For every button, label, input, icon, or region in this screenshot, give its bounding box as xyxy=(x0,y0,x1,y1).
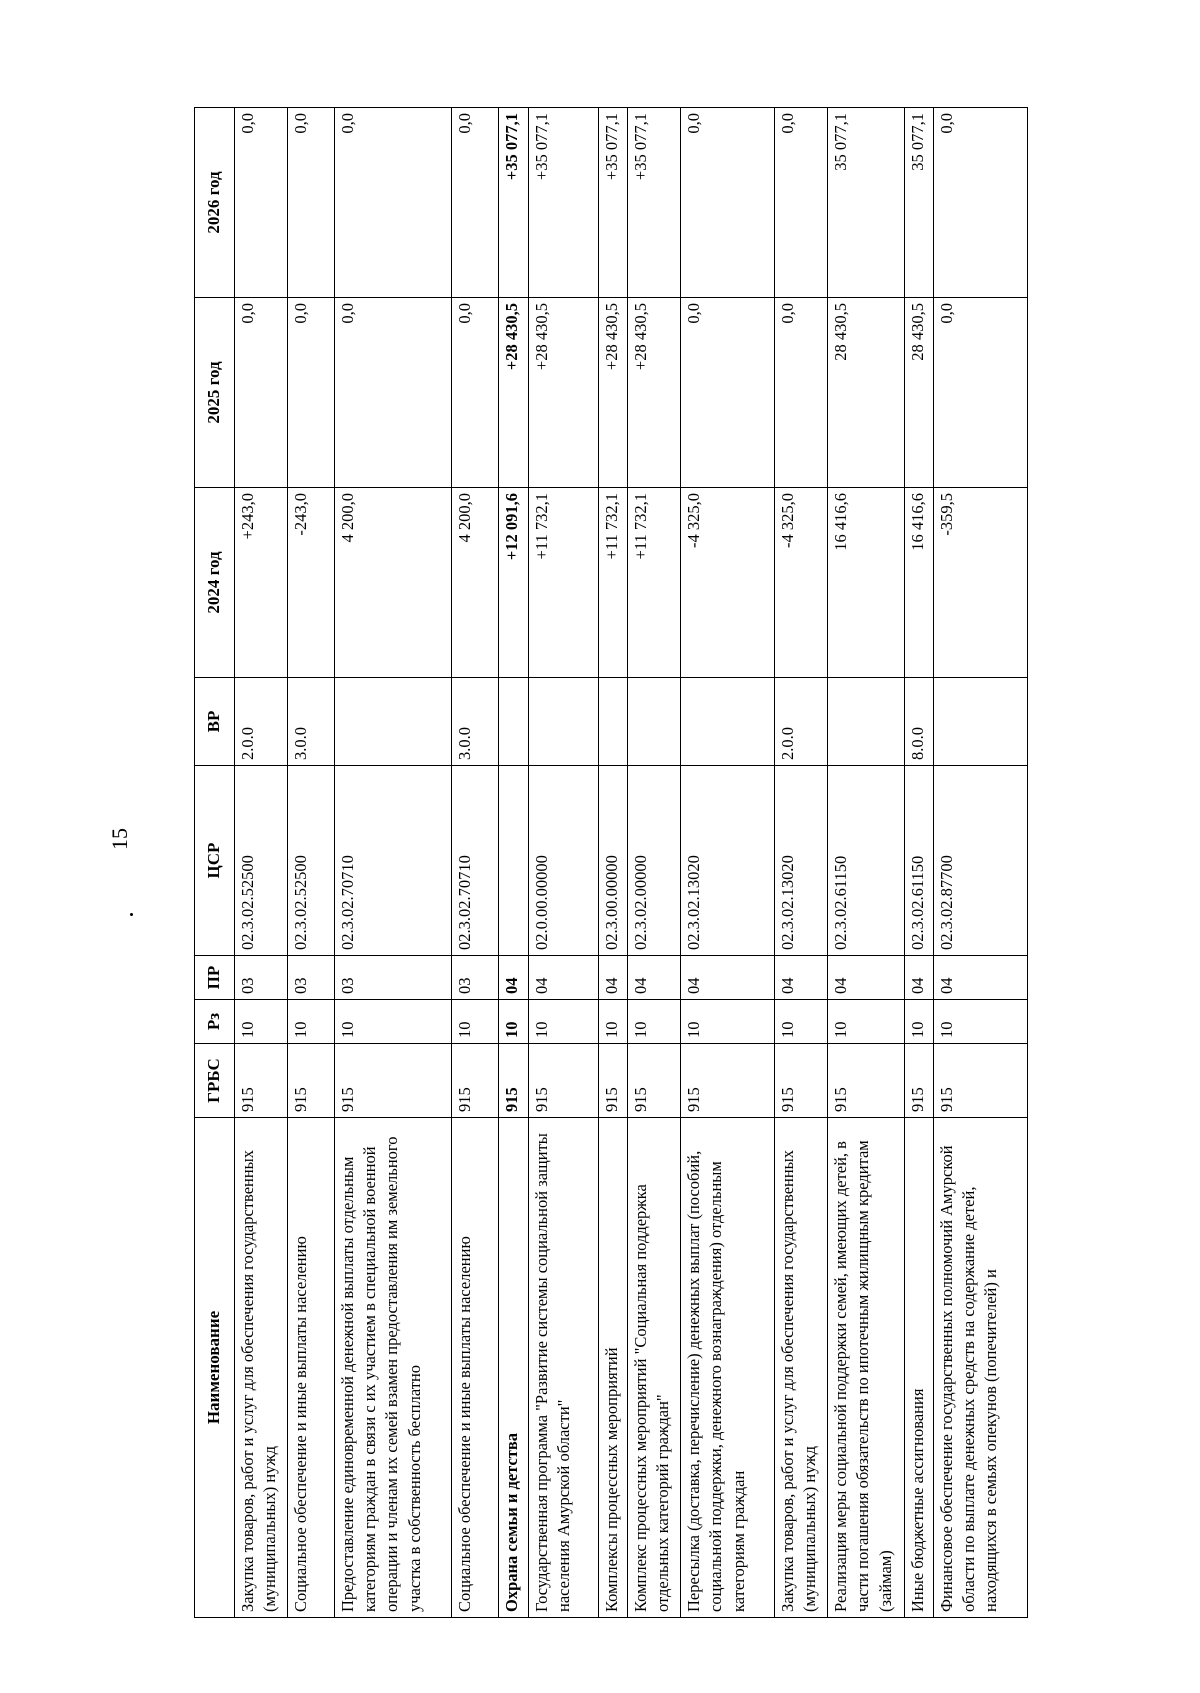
cell-name: Социальное обеспечение и иные выплаты населению xyxy=(452,1118,499,1618)
cell-2024: 16 416,6 xyxy=(828,488,905,678)
cell-csr: 02.3.02.52500 xyxy=(235,766,288,956)
table-row xyxy=(528,108,599,1618)
cell-rz: 10 xyxy=(775,1000,828,1044)
cell-2024: 4 200,0 xyxy=(452,488,499,678)
cell-2025: 0,0 xyxy=(452,298,499,488)
cell-name: Государственная программа "Развитие системы социальной защиты населения Амурской области" xyxy=(528,1118,599,1618)
cell-vr: 3.0.0 xyxy=(452,678,499,766)
cell-pr: 04 xyxy=(681,956,775,1000)
cell-pr: 04 xyxy=(499,956,528,1000)
cell-2026: 0,0 xyxy=(452,108,499,298)
cell-2026: 0,0 xyxy=(681,108,775,298)
stray-dot xyxy=(130,913,133,916)
cell-name: Предоставление единовременной денежной выплаты отдельным категориям граждан в связи с их участием в специальной военной операции и членам их семей взамен предоставления им земельного участка в собственность бесплатно xyxy=(334,1118,452,1618)
page-number: 15 xyxy=(107,828,132,850)
budget-table xyxy=(194,107,1028,1618)
cell-vr: 3.0.0 xyxy=(287,678,334,766)
cell-csr: 02.3.02.70710 xyxy=(334,766,452,956)
cell-2025: +28 430,5 xyxy=(499,298,528,488)
table-row xyxy=(933,108,1027,1618)
cell-csr: 02.3.00.00000 xyxy=(599,766,628,956)
table-row xyxy=(499,108,528,1618)
table-row xyxy=(681,108,775,1618)
cell-2026: +35 077,1 xyxy=(499,108,528,298)
cell-2024: 16 416,6 xyxy=(904,488,933,678)
cell-2025: 28 430,5 xyxy=(828,298,905,488)
cell-2024: 4 200,0 xyxy=(334,488,452,678)
table-row xyxy=(599,108,628,1618)
cell-vr xyxy=(334,678,452,766)
cell-pr: 04 xyxy=(528,956,599,1000)
cell-2026: 0,0 xyxy=(334,108,452,298)
cell-grbs: 915 xyxy=(933,1044,1027,1118)
cell-grbs: 915 xyxy=(235,1044,288,1118)
cell-pr: 03 xyxy=(235,956,288,1000)
cell-rz: 10 xyxy=(628,1000,681,1044)
cell-2025: 0,0 xyxy=(287,298,334,488)
cell-2026: 0,0 xyxy=(933,108,1027,298)
cell-vr xyxy=(628,678,681,766)
cell-grbs: 915 xyxy=(528,1044,599,1118)
cell-2025: 0,0 xyxy=(681,298,775,488)
cell-pr: 04 xyxy=(628,956,681,1000)
cell-grbs: 915 xyxy=(499,1044,528,1118)
cell-vr xyxy=(933,678,1027,766)
cell-2024: +11 732,1 xyxy=(628,488,681,678)
table-row xyxy=(452,108,499,1618)
cell-vr xyxy=(599,678,628,766)
cell-name: Закупка товаров, работ и услуг для обеспечения государственных (муниципальных) нужд xyxy=(775,1118,828,1618)
cell-2024: +243,0 xyxy=(235,488,288,678)
cell-grbs: 915 xyxy=(287,1044,334,1118)
header-2026: 2026 год xyxy=(195,108,235,298)
cell-2026: +35 077,1 xyxy=(628,108,681,298)
cell-2024: +12 091,6 xyxy=(499,488,528,678)
cell-name: Реализация меры социальной поддержки семей, имеющих детей, в части погашения обязательств по ипотечным жилищным кредитам (займам) xyxy=(828,1118,905,1618)
cell-name: Охрана семьи и детства xyxy=(499,1118,528,1618)
cell-2024: -359,5 xyxy=(933,488,1027,678)
rotated-table-wrapper xyxy=(194,108,1028,1618)
cell-rz: 10 xyxy=(235,1000,288,1044)
cell-pr: 03 xyxy=(287,956,334,1000)
cell-vr: 8.0.0 xyxy=(904,678,933,766)
cell-pr: 04 xyxy=(599,956,628,1000)
cell-name: Комплекс процессных мероприятий "Социальная поддержка отдельных категорий граждан" xyxy=(628,1118,681,1618)
cell-csr: 02.0.00.00000 xyxy=(528,766,599,956)
cell-2025: 0,0 xyxy=(334,298,452,488)
cell-rz: 10 xyxy=(528,1000,599,1044)
cell-rz: 10 xyxy=(599,1000,628,1044)
header-name: Наименование xyxy=(195,1118,235,1618)
cell-pr: 03 xyxy=(334,956,452,1000)
header-grbs: ГРБС xyxy=(195,1044,235,1118)
cell-2026: +35 077,1 xyxy=(599,108,628,298)
cell-2025: 0,0 xyxy=(775,298,828,488)
cell-grbs: 915 xyxy=(628,1044,681,1118)
cell-name: Комплексы процессных мероприятий xyxy=(599,1118,628,1618)
cell-pr: 04 xyxy=(775,956,828,1000)
cell-rz: 10 xyxy=(828,1000,905,1044)
cell-2024: +11 732,1 xyxy=(599,488,628,678)
header-vr: ВР xyxy=(195,678,235,766)
table-row xyxy=(334,108,452,1618)
cell-rz: 10 xyxy=(287,1000,334,1044)
cell-2026: 0,0 xyxy=(235,108,288,298)
table-row xyxy=(235,108,288,1618)
cell-grbs: 915 xyxy=(681,1044,775,1118)
cell-2026: +35 077,1 xyxy=(528,108,599,298)
cell-csr xyxy=(499,766,528,956)
header-pr: ПР xyxy=(195,956,235,1000)
cell-2024: -4 325,0 xyxy=(775,488,828,678)
header-rz: Рз xyxy=(195,1000,235,1044)
cell-2026: 0,0 xyxy=(775,108,828,298)
cell-name: Закупка товаров, работ и услуг для обеспечения государственных (муниципальных) нужд xyxy=(235,1118,288,1618)
cell-pr: 04 xyxy=(828,956,905,1000)
cell-name: Финансовое обеспечение государственных полномочий Амурской области по выплате денежных средств на содержание детей, находящихся в семьях опекунов (попечителей) и xyxy=(933,1118,1027,1618)
cell-2026: 0,0 xyxy=(287,108,334,298)
cell-grbs: 915 xyxy=(904,1044,933,1118)
cell-pr: 04 xyxy=(904,956,933,1000)
table-row xyxy=(904,108,933,1618)
cell-2026: 35 077,1 xyxy=(904,108,933,298)
header-2025: 2025 год xyxy=(195,298,235,488)
cell-vr xyxy=(681,678,775,766)
table-row xyxy=(775,108,828,1618)
cell-2024: -243,0 xyxy=(287,488,334,678)
cell-rz: 10 xyxy=(904,1000,933,1044)
cell-csr: 02.3.02.52500 xyxy=(287,766,334,956)
table-body xyxy=(235,108,1028,1618)
cell-rz: 10 xyxy=(452,1000,499,1044)
cell-pr: 03 xyxy=(452,956,499,1000)
table-row xyxy=(287,108,334,1618)
cell-2025: 28 430,5 xyxy=(904,298,933,488)
cell-vr xyxy=(828,678,905,766)
cell-name: Пересылка (доставка, перечисление) денежных выплат (пособий, социальной поддержки, денежного вознаграждения) отдельным категориям граждан xyxy=(681,1118,775,1618)
cell-2025: +28 430,5 xyxy=(599,298,628,488)
cell-2025: 0,0 xyxy=(235,298,288,488)
table-row xyxy=(628,108,681,1618)
header-2024: 2024 год xyxy=(195,488,235,678)
cell-csr: 02.3.02.61150 xyxy=(828,766,905,956)
cell-2025: 0,0 xyxy=(933,298,1027,488)
cell-vr: 2.0.0 xyxy=(775,678,828,766)
cell-2026: 35 077,1 xyxy=(828,108,905,298)
cell-rz: 10 xyxy=(499,1000,528,1044)
cell-csr: 02.3.02.00000 xyxy=(628,766,681,956)
cell-vr xyxy=(528,678,599,766)
cell-csr: 02.3.02.87700 xyxy=(933,766,1027,956)
cell-name: Социальное обеспечение и иные выплаты населению xyxy=(287,1118,334,1618)
cell-csr: 02.3.02.13020 xyxy=(681,766,775,956)
cell-2024: -4 325,0 xyxy=(681,488,775,678)
cell-2025: +28 430,5 xyxy=(528,298,599,488)
cell-name: Иные бюджетные ассигнования xyxy=(904,1118,933,1618)
table-header-row xyxy=(195,108,235,1618)
cell-rz: 10 xyxy=(334,1000,452,1044)
cell-grbs: 915 xyxy=(334,1044,452,1118)
cell-rz: 10 xyxy=(933,1000,1027,1044)
cell-grbs: 915 xyxy=(775,1044,828,1118)
table-row xyxy=(828,108,905,1618)
cell-csr: 02.3.02.70710 xyxy=(452,766,499,956)
header-csr: ЦСР xyxy=(195,766,235,956)
cell-2024: +11 732,1 xyxy=(528,488,599,678)
cell-csr: 02.3.02.13020 xyxy=(775,766,828,956)
cell-rz: 10 xyxy=(681,1000,775,1044)
cell-grbs: 915 xyxy=(599,1044,628,1118)
cell-pr: 04 xyxy=(933,956,1027,1000)
cell-csr: 02.3.02.61150 xyxy=(904,766,933,956)
cell-2025: +28 430,5 xyxy=(628,298,681,488)
cell-grbs: 915 xyxy=(452,1044,499,1118)
cell-grbs: 915 xyxy=(828,1044,905,1118)
cell-vr: 2.0.0 xyxy=(235,678,288,766)
cell-vr xyxy=(499,678,528,766)
